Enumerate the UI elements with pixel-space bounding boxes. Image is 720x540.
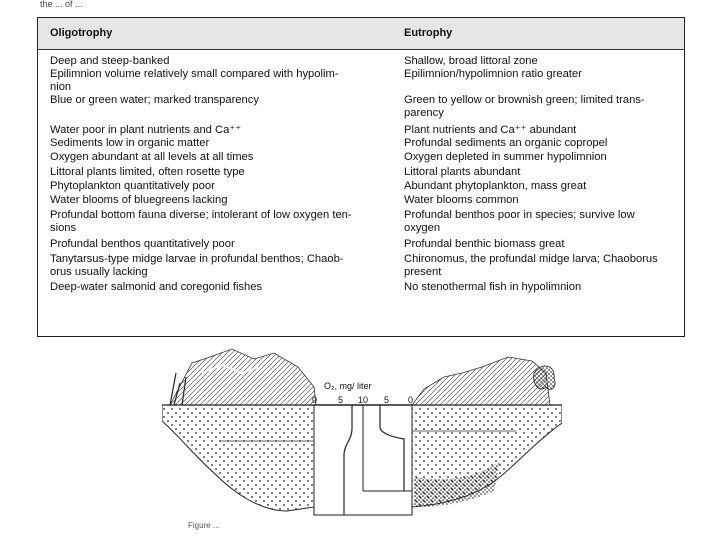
eutro-row-4: Plant nutrients and Ca⁺⁺ abundant <box>404 124 577 136</box>
oligo-row-5: Sediments low in organic matter <box>50 137 210 150</box>
eutro-row-5: Profundal sediments an organic copropel <box>404 137 608 150</box>
left-mountain-illustration <box>170 349 316 405</box>
oligo-row-1: Deep and steep-banked <box>50 55 170 67</box>
oligo-row-11: Profundal benthos quantitatively poor <box>50 237 235 250</box>
oligo-row-8: Phytoplankton quantitatively poor <box>50 179 215 192</box>
oligo-row-2: Epilimnion volume relatively small compared with hypolim- nion <box>50 68 339 93</box>
figure-caption-fragment: Figure ... <box>188 521 220 530</box>
comparison-table <box>37 17 685 337</box>
lake-oxygen-figure <box>162 343 562 523</box>
oligo-row-10: Profundal bottom fauna diverse; intolerant of low oxygen ten- sions <box>50 208 352 234</box>
oligo-row-12: Tanytarsus-type midge larvae in profundal benthos; Chaob- orus usually lacking <box>50 252 344 278</box>
eutro-row-7: Littoral plants abundant <box>404 165 521 178</box>
eutro-row-9: Water blooms common <box>404 194 519 207</box>
oxygen-axis-label: O₂, mg/ liter <box>324 381 372 391</box>
table-header <box>38 18 684 50</box>
oligo-row-7: Littoral plants limited, often rosette type <box>50 165 245 178</box>
eutro-row-6: Oxygen depleted in summer hypolimnion <box>404 150 607 163</box>
oligo-row-9: Water blooms of bluegreens lacking <box>50 194 228 207</box>
eutro-row-13: No stenothermal fish in hypolimnion <box>404 280 582 293</box>
tick-0-left: 0 <box>312 395 318 405</box>
oligo-row-6: Oxygen abundant at all levels at all times <box>50 150 254 163</box>
eutro-row-3: Green to yellow or brownish green; limited trans- parency <box>404 94 645 119</box>
eutro-row-8: Abundant phytoplankton, mass great <box>404 179 587 192</box>
right-hill-illustration <box>412 357 555 405</box>
eutro-row-12: Chironomus, the profundal midge larva; Chaoborus present <box>404 252 658 278</box>
tick-5-right: 5 <box>384 395 390 405</box>
header-fragment: the ... of ... <box>40 0 83 8</box>
tick-0-right: 0 <box>408 395 414 405</box>
column-header-eutrophy: Eutrophy <box>404 27 453 39</box>
eutro-row-2: Epilimnion/hypolimnion ratio greater <box>404 68 582 80</box>
eutro-row-10: Profundal benthos poor in species; survive low oxygen <box>404 208 635 234</box>
oligo-row-13: Deep-water salmonid and coregonid fishes <box>50 280 263 293</box>
column-header-oligotrophy: Oligotrophy <box>50 27 113 39</box>
oligo-row-3: Blue or green water; marked transparency <box>50 94 259 106</box>
eutro-row-1: Shallow, broad littoral zone <box>404 55 538 67</box>
oligo-row-4: Water poor in plant nutrients and Ca⁺⁺ <box>50 124 242 136</box>
tick-5-left: 5 <box>338 395 344 405</box>
oligotrophic-lake-basin <box>162 405 314 511</box>
oligotrophy-column <box>50 55 392 294</box>
tick-10-center: 10 <box>358 395 369 405</box>
eutrophy-column <box>404 55 676 294</box>
eutro-row-11: Profundal benthic biomass great <box>404 237 565 250</box>
